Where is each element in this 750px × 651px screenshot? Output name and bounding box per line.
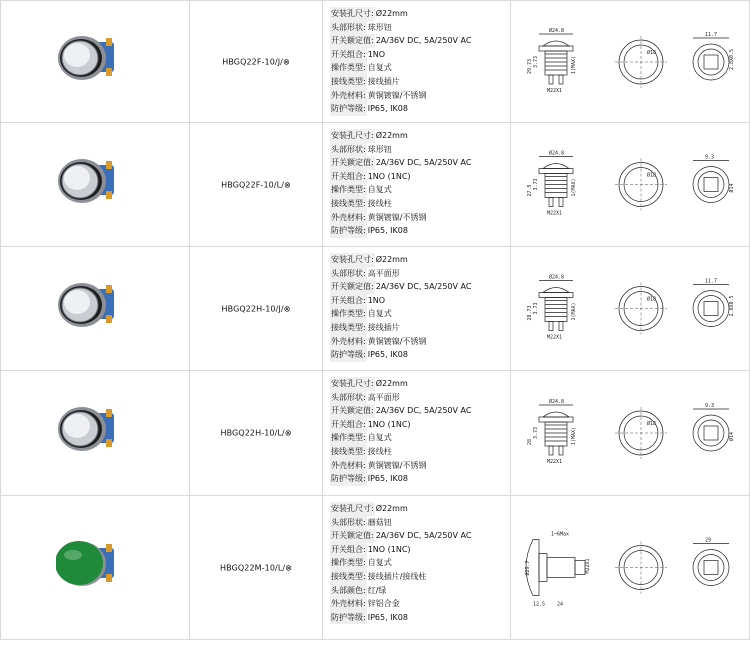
spec-cell xyxy=(323,247,511,370)
spec-label: 防护等级: xyxy=(330,102,367,116)
dimension-label: M22X1 xyxy=(547,334,563,341)
spec-line xyxy=(330,584,471,598)
technical-drawing-cell xyxy=(511,247,750,370)
spec-value: 高平面形 xyxy=(367,392,400,402)
spec-line xyxy=(330,170,471,184)
spec-value: 黄铜镀镍/不锈钢 xyxy=(367,336,427,346)
spec-line xyxy=(330,418,471,432)
spec-label: 接线类型: xyxy=(330,75,367,89)
dimension-label: 2.8X0.5 xyxy=(729,48,735,70)
spec-value: Ø22mm xyxy=(375,255,408,264)
side-view-bezel xyxy=(539,293,573,298)
side-view-terminal xyxy=(559,198,563,207)
dimension-label: M22X1 xyxy=(585,558,591,574)
spec-line xyxy=(330,21,471,35)
spec-label: 外壳材料: xyxy=(330,459,367,473)
model-number: HBGQ22F-10/L/⊗ xyxy=(221,180,291,189)
spec-line xyxy=(330,294,471,308)
model-cell xyxy=(190,1,323,122)
spec-line xyxy=(330,611,471,625)
dimension-label: 3.73 xyxy=(533,178,539,191)
product-photo xyxy=(56,281,136,337)
product-row xyxy=(0,247,750,371)
dimension-label: 3.73 xyxy=(533,426,539,439)
spec-label: 操作类型: xyxy=(330,431,367,445)
rear-view-inner xyxy=(698,172,724,198)
spec-label: 安装孔尺寸: xyxy=(330,253,375,267)
spec-line xyxy=(330,75,471,89)
spec-line xyxy=(330,48,471,62)
model-cell xyxy=(190,496,323,639)
side-view-bezel xyxy=(539,417,573,422)
terminal-pin xyxy=(106,68,112,76)
spec-value: Ø22mm xyxy=(375,504,408,513)
spec-value: IP65, IK08 xyxy=(367,350,408,360)
product-image-cell xyxy=(0,123,190,246)
spec-line xyxy=(330,34,471,48)
spec-label: 安装孔尺寸: xyxy=(330,502,375,516)
product-row xyxy=(0,496,750,640)
spec-value: 红/绿 xyxy=(367,585,387,595)
spec-label: 开关额定值: xyxy=(330,280,375,294)
spec-label: 头部形状: xyxy=(330,516,367,530)
rear-view-terminal xyxy=(704,178,718,192)
spec-line xyxy=(330,516,471,530)
spec-label: 防护等级: xyxy=(330,224,367,238)
spec-label: 开关组合: xyxy=(330,543,367,557)
technical-drawing-cell xyxy=(511,1,750,122)
spec-value: 自复式 xyxy=(367,558,392,568)
terminal-pin xyxy=(106,409,112,417)
spec-value: 黄铜镀镍/不锈钢 xyxy=(367,90,427,100)
rear-view-outer xyxy=(693,291,729,327)
technical-drawing-cell xyxy=(511,123,750,246)
dimension-label: 28.73 xyxy=(527,305,533,321)
spec-value: IP65, IK08 xyxy=(367,474,408,484)
dimension-label: 11.7 xyxy=(705,278,718,285)
spec-label: 开关组合: xyxy=(330,418,367,432)
spec-line xyxy=(330,404,471,418)
spec-label: 开关额定值: xyxy=(330,34,375,48)
spec-label: 安装孔尺寸: xyxy=(330,7,375,21)
side-view-body xyxy=(545,422,567,446)
spec-label: 开关额定值: xyxy=(330,156,375,170)
side-view-head xyxy=(543,41,569,46)
product-image-cell xyxy=(0,496,190,639)
model-number: HBGQ22H-10/J/⊗ xyxy=(221,304,291,313)
model-number: HBGQ22M-10/L/⊗ xyxy=(220,563,292,572)
button-photo-group xyxy=(58,36,114,80)
spec-line xyxy=(330,183,471,197)
rear-view-inner xyxy=(698,49,724,75)
side-view-terminal xyxy=(549,446,553,455)
spec-line xyxy=(330,102,471,116)
product-photo xyxy=(56,405,136,461)
side-view-head xyxy=(543,164,569,169)
model-number: HBGQ22F-10/J/⊗ xyxy=(222,57,290,66)
dimension-label: 27.5 xyxy=(527,184,533,197)
spec-label: 外壳材料: xyxy=(330,335,367,349)
spec-label: 安装孔尺寸: xyxy=(330,129,375,143)
spec-value: 自复式 xyxy=(367,309,392,319)
spec-label: 防护等级: xyxy=(330,348,367,362)
rear-view-terminal xyxy=(704,302,718,316)
spec-list xyxy=(330,7,471,116)
spec-value: Ø22mm xyxy=(375,9,408,18)
side-view-body xyxy=(547,558,575,578)
spec-label: 接线类型: xyxy=(330,321,367,335)
spec-value: 蘑菇钮 xyxy=(367,517,392,527)
spec-value: 1NO (1NC) xyxy=(367,171,411,181)
technical-drawing xyxy=(511,123,749,246)
spec-value: 接线柱 xyxy=(367,446,392,456)
spec-label: 安装孔尺寸: xyxy=(330,377,375,391)
led-symbol-icon: ⊗ xyxy=(285,563,292,572)
spec-value: IP65, IK08 xyxy=(367,104,408,114)
rear-view-inner xyxy=(698,555,724,581)
terminal-pin xyxy=(106,439,112,447)
side-view-terminal xyxy=(559,446,563,455)
product-photo xyxy=(56,540,136,596)
technical-drawing xyxy=(511,247,749,370)
dimension-label: Ø18 xyxy=(647,296,657,303)
side-view-bezel xyxy=(539,46,573,51)
spec-value: 自复式 xyxy=(367,63,392,73)
spec-value: IP65, IK08 xyxy=(367,226,408,236)
dimension-label: 9.3 xyxy=(705,403,715,409)
dimension-label: 24 xyxy=(557,601,564,608)
spec-label: 外壳材料: xyxy=(330,597,367,611)
spec-line xyxy=(330,61,471,75)
spec-label: 操作类型: xyxy=(330,183,367,197)
spec-label: 头部形状: xyxy=(330,267,367,281)
spec-line xyxy=(330,267,471,281)
spec-value: 接线插片/接线柱 xyxy=(367,571,427,581)
dimension-label: Ø24.8 xyxy=(549,274,565,281)
terminal-pin xyxy=(106,161,112,169)
spec-line xyxy=(330,307,471,321)
spec-line xyxy=(330,431,471,445)
spec-line xyxy=(330,556,471,570)
spec-value: 接线插片 xyxy=(367,76,400,86)
actuator-highlight xyxy=(64,414,90,438)
spec-cell xyxy=(323,496,511,639)
spec-label: 头部形状: xyxy=(330,391,367,405)
spec-list xyxy=(330,129,471,238)
dimension-label: Ø29.7 xyxy=(525,560,531,576)
spec-line xyxy=(330,335,471,349)
led-symbol-icon: ⊗ xyxy=(284,428,292,438)
terminal-pin xyxy=(106,38,112,46)
dimension-label: Ø14 xyxy=(729,431,735,441)
terminal-pin xyxy=(106,544,112,552)
spec-label: 操作类型: xyxy=(330,556,367,570)
actuator-highlight xyxy=(64,43,90,67)
dimension-label: 9.3 xyxy=(705,154,715,161)
side-view-body xyxy=(545,174,567,198)
technical-drawing-cell xyxy=(511,496,750,639)
side-view-head xyxy=(543,288,569,293)
spec-value: IP65, IK08 xyxy=(367,612,408,622)
actuator-highlight xyxy=(64,166,90,190)
spec-line xyxy=(330,391,471,405)
spec-label: 头部形状: xyxy=(330,21,367,35)
spec-value: Ø22mm xyxy=(375,379,408,388)
spec-line xyxy=(330,597,471,611)
spec-value: 球形钮 xyxy=(367,22,392,32)
dimension-label: Ø24.8 xyxy=(549,150,565,157)
spec-line xyxy=(330,459,471,473)
spec-line xyxy=(330,348,471,362)
spec-line xyxy=(330,224,471,238)
spec-value: 锌铝合金 xyxy=(367,599,400,609)
spec-label: 操作类型: xyxy=(330,307,367,321)
spec-value: 自复式 xyxy=(367,185,392,195)
spec-cell xyxy=(323,371,511,495)
spec-value: 自复式 xyxy=(367,433,392,443)
spec-label: 接线类型: xyxy=(330,570,367,584)
dimension-label: 12.5 xyxy=(533,601,546,608)
spec-line xyxy=(330,543,471,557)
spec-value: 黄铜镀镍/不锈钢 xyxy=(367,460,427,470)
dimension-label: 1(MAX) xyxy=(571,302,577,321)
spec-line xyxy=(330,143,471,157)
spec-line xyxy=(330,129,471,143)
side-view-bezel xyxy=(539,554,547,582)
technical-drawing xyxy=(511,496,749,639)
model-cell xyxy=(190,247,323,370)
terminal-pin xyxy=(106,285,112,293)
dimension-label: Ø18 xyxy=(647,421,657,427)
spec-label: 接线类型: xyxy=(330,197,367,211)
spec-line xyxy=(330,7,471,21)
terminal-pin xyxy=(106,191,112,199)
spec-line xyxy=(330,377,471,391)
spec-value: 球形钮 xyxy=(367,144,392,154)
spec-value: 1NO (1NC) xyxy=(367,544,411,554)
dimension-label: 11.7 xyxy=(705,32,718,38)
dimension-label: 3.73 xyxy=(533,302,539,315)
spec-value: 1NO xyxy=(367,295,386,305)
rear-view-inner xyxy=(698,420,724,446)
spec-line xyxy=(330,445,471,459)
product-row xyxy=(0,371,750,496)
spec-label: 开关组合: xyxy=(330,170,367,184)
mushroom-cap xyxy=(56,541,103,585)
dimension-label: 1~6Max xyxy=(551,531,570,538)
dimension-label: M22X1 xyxy=(547,88,563,94)
dimension-label: 3.73 xyxy=(533,55,539,68)
model-cell xyxy=(190,371,323,495)
cap-highlight xyxy=(64,550,82,560)
spec-line xyxy=(330,321,471,335)
product-row xyxy=(0,123,750,247)
spec-line xyxy=(330,502,471,516)
product-photo xyxy=(56,34,136,90)
spec-line xyxy=(330,529,471,543)
spec-value: 2A/36V DC, 5A/250V AC xyxy=(375,282,472,292)
spec-cell xyxy=(323,1,511,122)
side-view-head xyxy=(543,412,569,417)
side-view-body xyxy=(545,51,567,75)
technical-drawing-cell xyxy=(511,371,750,495)
side-view-body xyxy=(545,298,567,322)
spec-label: 外壳材料: xyxy=(330,89,367,103)
product-photo xyxy=(56,157,136,213)
rear-view-terminal xyxy=(704,426,718,440)
dimension-label: Ø24.8 xyxy=(549,28,565,34)
spec-list xyxy=(330,502,471,624)
technical-drawing xyxy=(511,1,749,123)
spec-cell xyxy=(323,123,511,246)
spec-value: 高平面形 xyxy=(367,268,400,278)
spec-label: 头部形状: xyxy=(330,143,367,157)
dimension-label: 2.8X0.5 xyxy=(729,295,735,317)
led-symbol-icon: ⊗ xyxy=(284,180,291,189)
spec-label: 开关额定值: xyxy=(330,404,375,418)
dimension-label: Ø18 xyxy=(647,50,657,56)
spec-value: Ø22mm xyxy=(375,131,408,140)
button-photo-group xyxy=(58,407,114,451)
side-view-bezel xyxy=(539,169,573,174)
rear-view-outer xyxy=(693,44,729,80)
rear-view-terminal xyxy=(704,55,718,69)
spec-line xyxy=(330,280,471,294)
spec-line xyxy=(330,253,471,267)
button-photo-group xyxy=(58,159,114,203)
led-symbol-icon: ⊗ xyxy=(282,57,290,66)
dimension-label: M22X1 xyxy=(547,459,563,465)
dimension-label: 1(MAX) xyxy=(571,178,577,197)
dimension-label: M22X1 xyxy=(547,210,563,217)
spec-value: 1NO (1NC) xyxy=(367,419,411,429)
led-symbol-icon: ⊗ xyxy=(283,304,291,313)
spec-label: 开关组合: xyxy=(330,294,367,308)
dimension-label: 1(MAX) xyxy=(571,426,577,445)
spec-line xyxy=(330,156,471,170)
dimension-label: Ø14 xyxy=(729,183,735,193)
dimension-label: 1(MAX) xyxy=(571,55,577,74)
side-view-terminal xyxy=(575,561,585,575)
spec-line xyxy=(330,197,471,211)
product-image-cell xyxy=(0,371,190,495)
product-row xyxy=(0,0,750,123)
spec-label: 操作类型: xyxy=(330,61,367,75)
terminal-pin xyxy=(106,315,112,323)
product-image-cell xyxy=(0,247,190,370)
spec-label: 接线类型: xyxy=(330,445,367,459)
spec-list xyxy=(330,377,471,486)
spec-value: 接线柱 xyxy=(367,198,392,208)
dimension-label: 29 xyxy=(705,537,712,544)
spec-line xyxy=(330,472,471,486)
spec-label: 头部颜色: xyxy=(330,584,367,598)
spec-value: 2A/36V DC, 5A/250V AC xyxy=(375,406,472,416)
dimension-label: 29.73 xyxy=(527,58,533,74)
dimension-label: Ø18 xyxy=(647,172,657,179)
side-view-terminal xyxy=(549,322,553,331)
button-photo-group xyxy=(56,541,114,586)
spec-list xyxy=(330,253,471,362)
spec-label: 开关组合: xyxy=(330,48,367,62)
spec-label: 开关额定值: xyxy=(330,529,375,543)
product-image-cell xyxy=(0,1,190,122)
spec-label: 外壳材料: xyxy=(330,211,367,225)
terminal-pin xyxy=(106,574,112,582)
spec-value: 1NO xyxy=(367,49,386,59)
side-view-terminal xyxy=(559,322,563,331)
rear-view-outer xyxy=(693,415,729,451)
spec-line xyxy=(330,211,471,225)
spec-line xyxy=(330,570,471,584)
side-view-terminal xyxy=(559,75,563,84)
model-cell xyxy=(190,123,323,246)
model-number: HBGQ22H-10/L/⊗ xyxy=(220,428,292,438)
rear-view-inner xyxy=(698,296,724,322)
button-photo-group xyxy=(58,283,114,327)
technical-drawing xyxy=(511,371,749,495)
rear-view-terminal xyxy=(704,561,718,575)
actuator-highlight xyxy=(64,290,90,314)
spec-value: 2A/36V DC, 5A/250V AC xyxy=(375,158,472,168)
side-view-terminal xyxy=(549,75,553,84)
spec-value: 黄铜镀镍/不锈钢 xyxy=(367,212,427,222)
spec-value: 接线插片 xyxy=(367,322,400,332)
dimension-label: 28 xyxy=(527,438,533,445)
spec-label: 防护等级: xyxy=(330,472,367,486)
spec-line xyxy=(330,89,471,103)
side-view-terminal xyxy=(549,198,553,207)
spec-label: 防护等级: xyxy=(330,611,367,625)
spec-value: 2A/36V DC, 5A/250V AC xyxy=(375,531,472,541)
rear-view-outer xyxy=(693,550,729,586)
spec-value: 2A/36V DC, 5A/250V AC xyxy=(375,36,472,46)
rear-view-outer xyxy=(693,167,729,203)
dimension-label: Ø24.8 xyxy=(549,399,565,405)
